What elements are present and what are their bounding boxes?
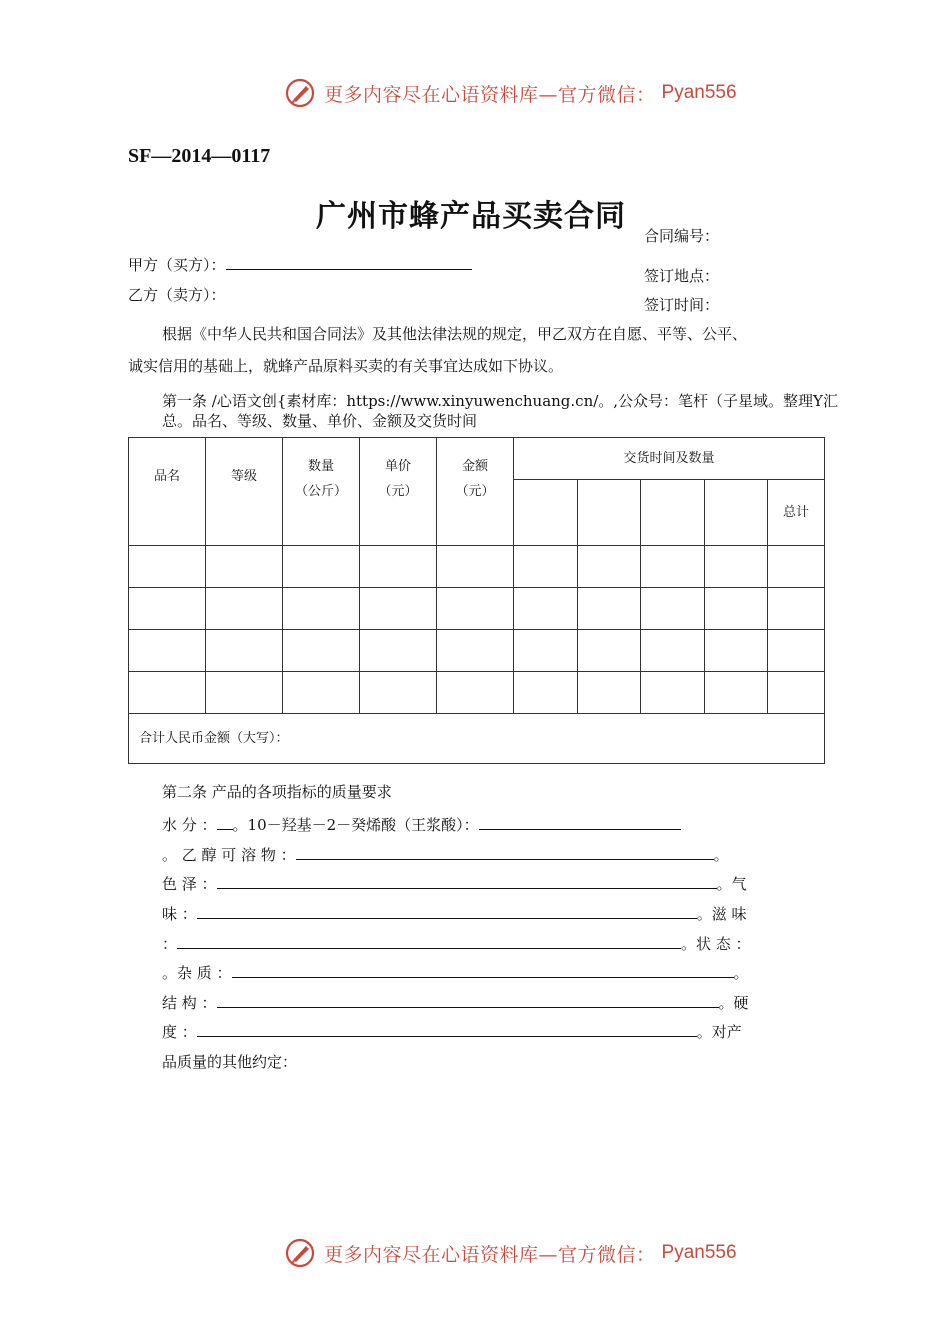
header-delivery: 交货时间及数量 xyxy=(514,438,825,480)
quality-row-structure xyxy=(162,992,749,1013)
hda-label: 。10－羟基－2－癸烯酸（王浆酸）： xyxy=(232,816,479,834)
table-row xyxy=(129,672,825,714)
table-cell[interactable] xyxy=(360,546,437,588)
odor-input-line[interactable] xyxy=(197,905,697,919)
table-cell[interactable] xyxy=(206,672,283,714)
table-cell[interactable] xyxy=(578,546,641,588)
table-cell[interactable] xyxy=(705,672,768,714)
table-cell[interactable] xyxy=(641,630,705,672)
quality-row-water xyxy=(162,814,681,835)
hardness-label-a: 。硬 xyxy=(718,994,749,1012)
color-label: 色 泽 ： xyxy=(162,875,217,893)
color-input-line[interactable] xyxy=(217,875,717,889)
table-cell[interactable] xyxy=(514,630,578,672)
table-cell[interactable] xyxy=(360,588,437,630)
table-cell[interactable] xyxy=(641,672,705,714)
structure-label: 结 构 ： xyxy=(162,994,217,1012)
table-cell[interactable] xyxy=(360,630,437,672)
table-row xyxy=(129,630,825,672)
table-cell[interactable] xyxy=(437,588,514,630)
table-cell[interactable] xyxy=(705,588,768,630)
contract-number-label: 合同编号： xyxy=(644,227,720,245)
table-cell[interactable] xyxy=(437,630,514,672)
table-row xyxy=(129,546,825,588)
odor-label-a: 。气 xyxy=(716,875,747,893)
hda-input-line[interactable] xyxy=(479,816,681,830)
quality-row-taste xyxy=(162,933,751,954)
table-cell[interactable] xyxy=(206,546,283,588)
table-cell[interactable] xyxy=(129,672,206,714)
table-cell[interactable] xyxy=(641,546,705,588)
header-quantity xyxy=(283,438,360,546)
ethanol-label: 。 乙 醇 可 溶 物 ： xyxy=(162,846,296,864)
header-amount-label: 金额 xyxy=(461,459,488,474)
table-cell[interactable] xyxy=(283,546,360,588)
sign-place-label: 签订地点： xyxy=(644,267,720,285)
other-quality-label: 品质量的其他约定： xyxy=(162,1053,298,1071)
intro-line-1: 根据《中华人民共和国合同法》及其他法律法规的规定，甲乙双方在自愿、平等、公平、 xyxy=(162,325,748,343)
table-cell[interactable] xyxy=(578,672,641,714)
quill-logo-icon xyxy=(284,78,318,108)
table-cell[interactable] xyxy=(768,588,825,630)
quality-row-ethanol xyxy=(162,844,729,865)
table-cell[interactable] xyxy=(768,672,825,714)
ethanol-input-line[interactable] xyxy=(296,846,714,860)
ethanol-period: 。 xyxy=(713,846,729,864)
table-cell[interactable] xyxy=(578,630,641,672)
table-cell[interactable] xyxy=(129,630,206,672)
hardness-label-b: 度 ： xyxy=(162,1023,197,1041)
document-code: SF—2014—0117 xyxy=(128,145,271,167)
table-cell[interactable] xyxy=(129,588,206,630)
watermark-text: 更多内容尽在心语资料库—官方微信： xyxy=(324,1243,656,1266)
table-cell[interactable] xyxy=(206,588,283,630)
header-amount-unit: （元） xyxy=(455,484,495,499)
impurity-period: 。 xyxy=(733,964,749,982)
hardness-input-line[interactable] xyxy=(197,1023,697,1037)
quill-logo-icon xyxy=(284,1238,318,1268)
taste-input-line[interactable] xyxy=(177,935,681,949)
header-quantity-unit: （公斤） xyxy=(294,484,347,499)
table-cell[interactable] xyxy=(705,546,768,588)
table-cell[interactable] xyxy=(768,546,825,588)
quality-row-color xyxy=(162,873,747,894)
table-cell[interactable] xyxy=(514,546,578,588)
odor-label-b: 味 ： xyxy=(162,905,197,923)
table-cell[interactable] xyxy=(514,588,578,630)
article1-line-1: 第一条 /心语文创{素材库：https://www.xinyuwenchuang.cn/。,公众号：笔杆（子星域。整理Y汇 xyxy=(162,392,838,410)
other-label-a: 。对产 xyxy=(696,1023,742,1041)
table-cell[interactable] xyxy=(641,588,705,630)
water-input-line[interactable] xyxy=(217,816,233,830)
sign-time-label: 签订时间： xyxy=(644,296,720,314)
delivery-cell[interactable] xyxy=(705,480,768,546)
table-cell[interactable] xyxy=(768,630,825,672)
structure-input-line[interactable] xyxy=(217,994,719,1008)
header-grade: 等级 xyxy=(206,438,283,546)
article2-title: 第二条 产品的各项指标的质量要求 xyxy=(162,783,392,801)
table-cell[interactable] xyxy=(360,672,437,714)
taste-label-b: ： xyxy=(162,935,178,953)
total-amount-label: 合计人民币金额（大写）： xyxy=(129,714,825,764)
table-cell[interactable] xyxy=(514,672,578,714)
article1-line-2: 总。品名、等级、数量、单价、金额及交货时间 xyxy=(162,412,478,430)
watermark-wechat-id: Pyan556 xyxy=(661,1242,737,1263)
header-price-unit: （元） xyxy=(378,484,418,499)
delivery-cell[interactable] xyxy=(641,480,705,546)
table-cell[interactable] xyxy=(437,546,514,588)
state-input-line[interactable] xyxy=(232,964,734,978)
header-amount xyxy=(437,438,514,546)
state-label: 。状 态 ： xyxy=(681,935,751,953)
table-cell[interactable] xyxy=(206,630,283,672)
header-price-label: 单价 xyxy=(384,459,411,474)
table-cell[interactable] xyxy=(283,672,360,714)
quality-row-state xyxy=(162,962,749,983)
seller-label: 乙方（卖方）： xyxy=(128,286,226,304)
impurity-label: 。杂 质 ： xyxy=(162,964,232,982)
table-cell[interactable] xyxy=(705,630,768,672)
watermark-bottom xyxy=(284,1238,737,1268)
table-cell[interactable] xyxy=(578,588,641,630)
header-price xyxy=(360,438,437,546)
header-name: 品名 xyxy=(129,438,206,546)
delivery-cell[interactable] xyxy=(578,480,641,546)
taste-label-a: 。滋 味 xyxy=(696,905,747,923)
watermark-top xyxy=(284,78,737,108)
watermark-text: 更多内容尽在心语资料库—官方微信： xyxy=(324,83,656,106)
quality-row-odor xyxy=(162,903,747,924)
quality-row-hardness xyxy=(162,1021,742,1042)
buyer-row xyxy=(128,254,472,275)
watermark-wechat-id: Pyan556 xyxy=(661,82,737,103)
table-cell[interactable] xyxy=(437,672,514,714)
buyer-input-line[interactable] xyxy=(226,255,472,270)
intro-line-2: 诚实信用的基础上，就蜂产品原料买卖的有关事宜达成如下协议。 xyxy=(128,357,564,375)
table-cell[interactable] xyxy=(283,630,360,672)
header-total: 总计 xyxy=(768,480,825,546)
water-label: 水 分 ： xyxy=(162,816,217,834)
buyer-label: 甲方（买方）： xyxy=(128,256,226,274)
delivery-cell[interactable] xyxy=(514,480,578,546)
header-quantity-label: 数量 xyxy=(307,459,334,474)
page-title: 广州市蜂产品买卖合同 xyxy=(316,199,626,234)
table-cell[interactable] xyxy=(129,546,206,588)
product-table xyxy=(128,437,825,764)
table-row xyxy=(129,588,825,630)
table-cell[interactable] xyxy=(283,588,360,630)
